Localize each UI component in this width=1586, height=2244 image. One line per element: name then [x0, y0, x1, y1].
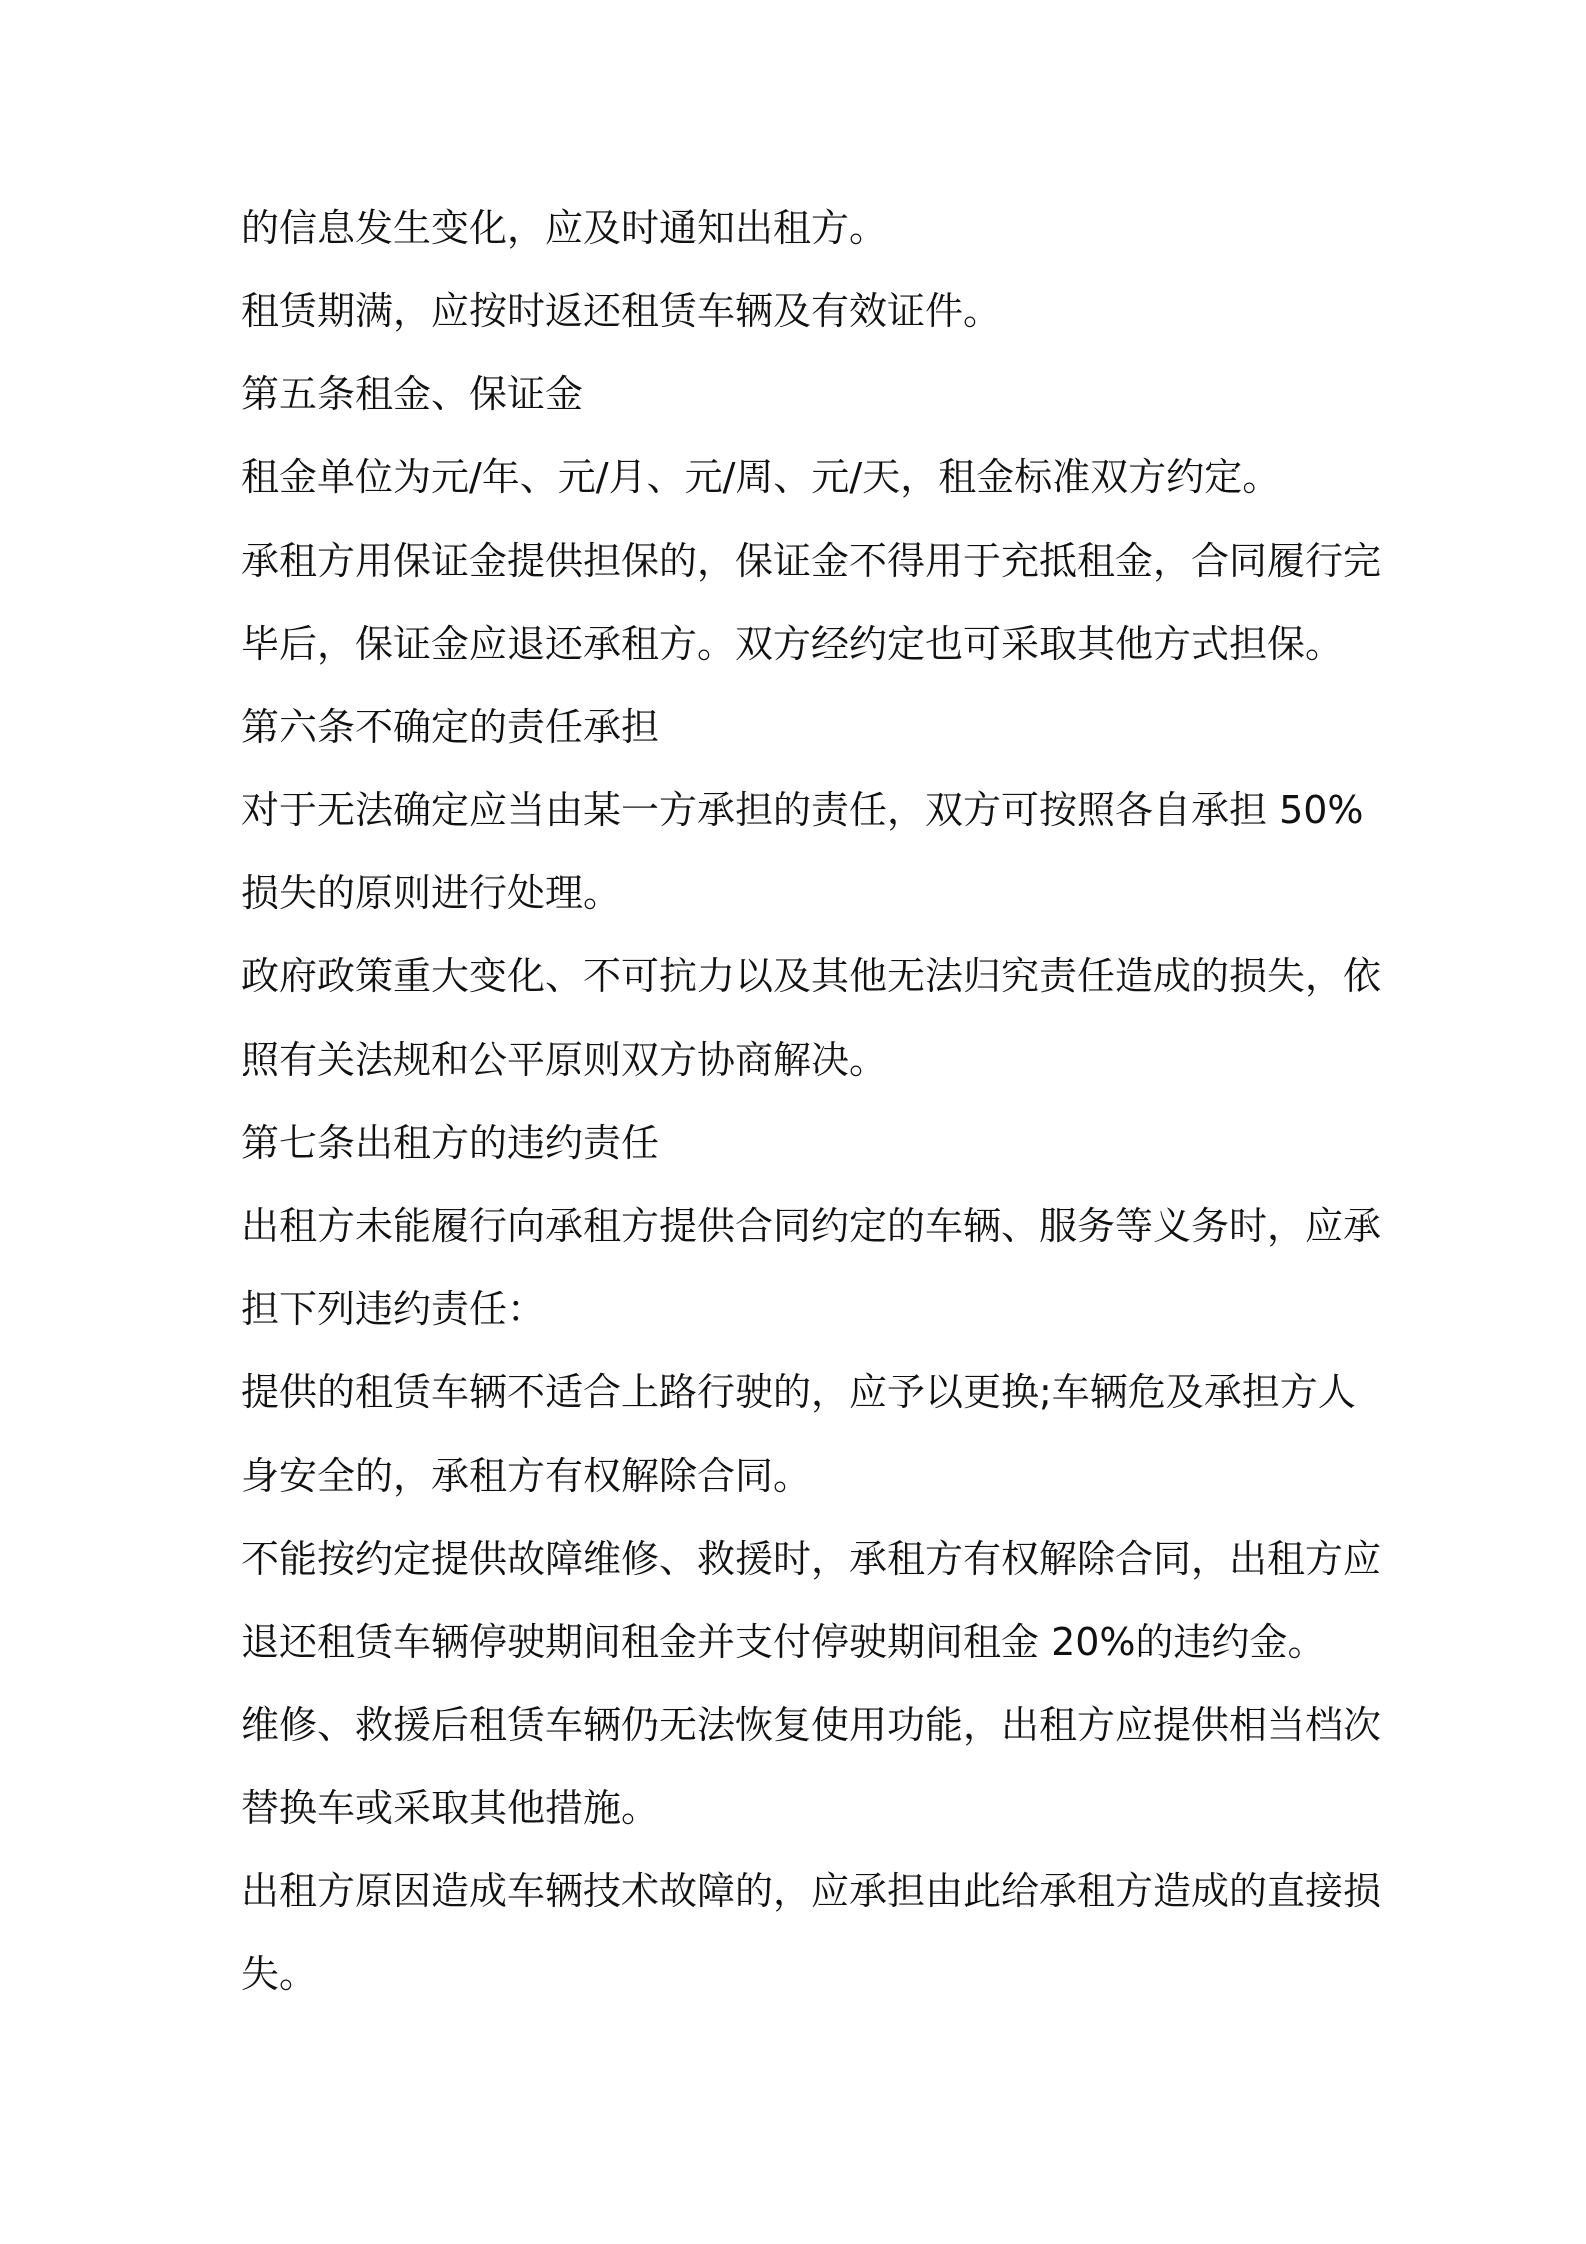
section-heading: 第六条不确定的责任承担	[241, 705, 660, 749]
text-line: 损失的原则进行处理。	[241, 871, 622, 915]
section-heading: 第五条租金、保证金	[241, 372, 584, 416]
section-heading: 第七条出租方的违约责任	[241, 1121, 660, 1165]
text-line: 政府政策重大变化、不可抗力以及其他无法归究责任造成的损失，依	[241, 954, 1382, 998]
text-line: 出租方未能履行向承租方提供合同约定的车辆、服务等义务时，应承	[241, 1204, 1382, 1248]
text-line: 退还租赁车辆停驶期间租金并支付停驶期间租金 20%的违约金。	[241, 1620, 1326, 1664]
text-line: 身安全的，承租方有权解除合同。	[241, 1454, 812, 1498]
text-line: 照有关法规和公平原则双方协商解决。	[241, 1038, 888, 1082]
text-line: 对于无法确定应当由某一方承担的责任，双方可按照各自承担 50%	[241, 788, 1364, 832]
text-line: 毕后，保证金应退还承租方。双方经约定也可采取其他方式担保。	[241, 622, 1344, 666]
text-line: 出租方原因造成车辆技术故障的，应承担由此给承租方造成的直接损	[241, 1869, 1382, 1913]
text-line: 失。	[241, 1952, 318, 1996]
text-line: 租赁期满，应按时返还租赁车辆及有效证件。	[241, 289, 1002, 333]
text-line: 担下列违约责任：	[241, 1287, 546, 1331]
text-line: 维修、救援后租赁车辆仍无法恢复使用功能，出租方应提供相当档次	[241, 1703, 1382, 1747]
text-line: 替换车或采取其他措施。	[241, 1786, 660, 1830]
text-line: 的信息发生变化，应及时通知出租方。	[241, 206, 888, 250]
text-line: 租金单位为元/年、元/月、元/周、元/天，租金标准双方约定。	[241, 455, 1281, 499]
text-line: 承租方用保证金提供担保的，保证金不得用于充抵租金，合同履行完	[241, 539, 1382, 583]
text-line: 不能按约定提供故障维修、救援时，承租方有权解除合同，出租方应	[241, 1537, 1382, 1581]
text-line: 提供的租赁车辆不适合上路行驶的，应予以更换;车辆危及承担方人	[241, 1370, 1356, 1414]
